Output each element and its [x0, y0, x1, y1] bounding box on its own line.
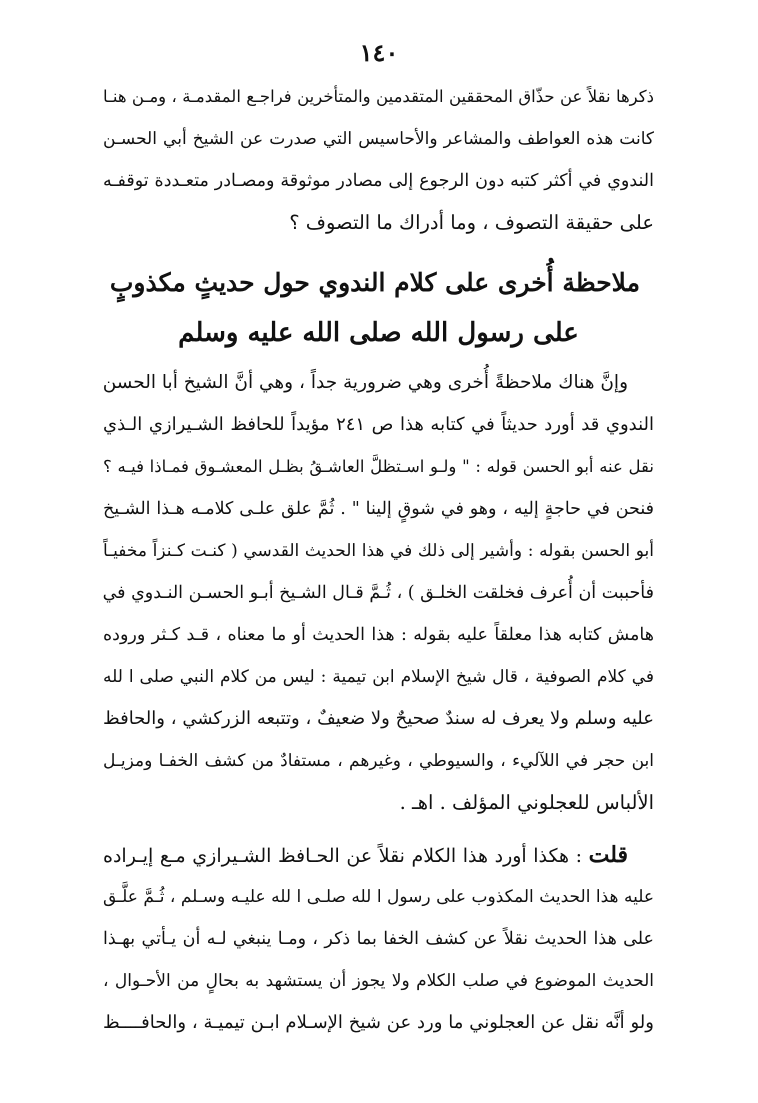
text-line: وإنَّ هناك ملاحظةً أُخرى وهي ضرورية جداً ، وهي أنَّ الشيخ أبا الحسن: [103, 372, 628, 393]
text-line: أبو الحسن بقوله : وأشير إلى ذلك في هذا الحديث القدسي ( كنـت كـنزاً مخفيـاً: [103, 541, 654, 561]
text-line: كانت هذه العواطف والمشاعر والأحاسيس التي صدرت عن الشيخ أبي الحسـن: [103, 129, 654, 149]
text-line: هامش كتابه هذا معلقاً عليه بقوله : هذا الحديث أو ما معناه ، قـد كـثر وروده: [103, 625, 654, 645]
paragraph-comment: [103, 834, 654, 1044]
text-line: ابن حجر في اللآليء ، والسيوطي ، وغيرهم ، مستفادٌ من كشف الخفـا ومزيـل: [103, 751, 654, 771]
text-line: [103, 834, 654, 876]
heading-line-2: على رسول الله صلى الله عليه وسلم: [178, 318, 579, 348]
paragraph-observation: [103, 362, 654, 824]
text-line: الحديث الموضوع في صلب الكلام ولا يجوز أن يستشهد به بحالٍ من الأحـوال ،: [103, 971, 654, 991]
text-line: ولو أنَّه نقل عن العجلوني ما ورد عن شيخ الإسـلام ابـن تيميـة ، والحافــــظ: [103, 1012, 654, 1033]
text-line: على حقيقة التصوف ، وما أدراك ما التصوف ؟: [289, 211, 654, 234]
text-line: الندوي قد أورد حديثاً في كتابه هذا ص ٢٤١ مؤيداً للحافظ الشـيرازي الـذي: [103, 414, 654, 435]
text-line: عليه وسلم ولا يعرف له سندٌ صحيحٌ ولا ضعيفٌ ، وتتبعه الزركشي ، والحافظ: [103, 708, 654, 729]
section-heading: [103, 258, 654, 358]
page-number: ١٤٠: [359, 38, 399, 67]
text-line: نقل عنه أبو الحسن قوله : " ولـو اسـتظلَّ العاشـقُ بظـل المعشـوق فمـاذا فيـه ؟: [103, 457, 654, 476]
text-line: فنحن في حاجةٍ إليه ، وهو في شوقٍ إلينا " . ثُمَّ علق علـى كلامـه هـذا الشـيخ: [103, 499, 654, 519]
text-line: فأحببت أن أُعرف فخلقت الخلـق ) ، ثُـمَّ قـال الشـيخ أبـو الحسـن النـدوي في: [103, 583, 654, 603]
comment-label: قلت: [588, 842, 628, 868]
text-line: الألباس للعجلوني المؤلف . اهـ .: [399, 791, 654, 814]
text-line: الندوي في أكثر كتبه دون الرجوع إلى مصادر موثوقة ومصـادر متعـددة توقفـه: [103, 171, 654, 191]
comment-first-line: : هكذا أورد هذا الكلام نقلاً عن الحـافظ الشـيرازي مـع إيـراده: [103, 845, 583, 867]
text-line: على هذا الحديث نقلاً عن كشف الخفا بما ذكر ، ومـا ينبغي لـه أن يـأتي بهـذا: [103, 929, 654, 949]
heading-line-1: ملاحظة أُخرى على كلام الندوي حول حديثٍ مكذوبٍ: [109, 268, 640, 297]
text-line: ذكرها نقلاً عن حذّاق المحققين المتقدمين والمتأخرين فراجـع المقدمـة ، ومـن هنـا: [103, 87, 654, 106]
text-line: في كلام الصوفية ، قال شيخ الإسلام ابن تيمية : ليس من كلام النبي صلى ا لله: [103, 667, 654, 687]
paragraph-intro: [103, 76, 654, 244]
text-line: عليه هذا الحديث المكذوب على رسول ا لله صلـى ا لله عليـه وسـلم ، ثُـمَّ علَّـق: [103, 887, 654, 907]
